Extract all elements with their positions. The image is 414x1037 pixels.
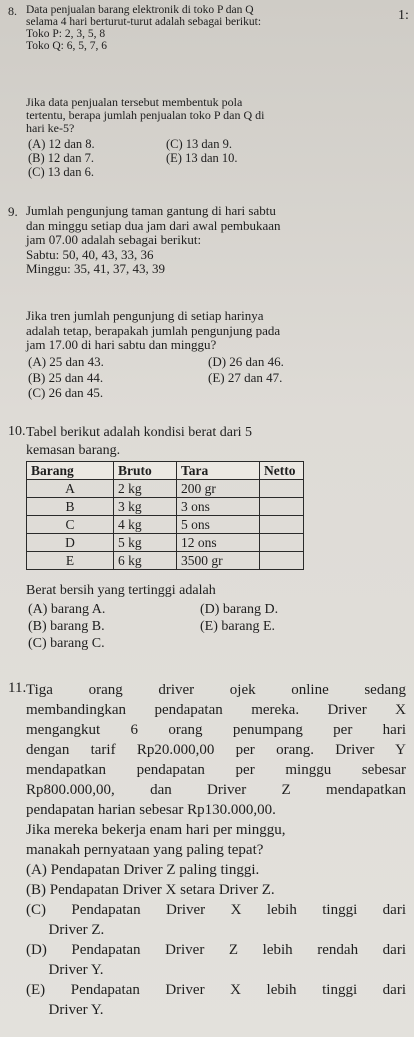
text-line: dan minggu setiap dua jam dari awal pembukaan	[26, 217, 281, 233]
text-line: membandingkan pendapatan mereka. Driver X	[26, 702, 406, 718]
table-row	[27, 534, 304, 552]
answer-option-continuation: Driver Z.	[26, 922, 105, 938]
question-text	[26, 4, 261, 52]
text-line: pendapatan harian sebesar Rp130.000,00.	[26, 802, 276, 818]
text-line: Jika data penjualan tersebut membentuk pola	[26, 95, 243, 109]
text-line: Rp800.000,00, dan Driver Z mendapatkan	[26, 782, 406, 798]
text-line: jam 07.00 adalah sebagai berikut:	[26, 232, 202, 248]
column-header: Barang	[27, 462, 114, 480]
table-cell: A	[27, 480, 114, 498]
text-line: Jumlah pengunjung taman gantung di hari sabtu	[26, 203, 276, 218]
answer-option[interactable]: (B) 12 dan 7.	[28, 151, 94, 165]
answer-option[interactable]: (C) 13 dan 9.	[166, 137, 232, 151]
question-number: 8.	[8, 4, 17, 18]
table-row	[27, 480, 304, 498]
table-cell: E	[27, 552, 114, 570]
answer-option[interactable]: (E) 13 dan 10.	[166, 151, 238, 165]
table-cell: 3500 gr	[177, 552, 260, 570]
text-line: Jika mereka bekerja enam hari per minggu,	[26, 822, 286, 838]
table-cell: 200 gr	[177, 480, 260, 498]
table-cell	[260, 534, 304, 552]
answer-option[interactable]: (C) 13 dan 6.	[28, 165, 94, 179]
text-line: Sabtu: 50, 40, 43, 33, 36	[26, 246, 154, 262]
table-cell	[260, 552, 304, 570]
answer-option[interactable]: (E) Pendapatan Driver X lebih tinggi dari	[26, 982, 406, 998]
text-line: selama 4 hari berturut-turut adalah sebagai berikut:	[26, 16, 262, 28]
page-corner-mark: 1:	[398, 8, 409, 23]
table-row	[27, 516, 304, 534]
text-line: adalah tetap, berapakah jumlah pengunjung pada	[26, 322, 281, 338]
table-header-row	[27, 462, 304, 480]
table-row	[27, 498, 304, 516]
table-row	[27, 552, 304, 570]
question-text	[26, 680, 406, 1020]
text-line: Toko P: 2, 3, 5, 8	[26, 28, 106, 40]
table-cell	[260, 516, 304, 534]
table-cell: 3 ons	[177, 498, 260, 516]
text-line: tertentu, berapa jumlah penjualan toko P dan Q di	[26, 108, 265, 122]
column-header: Netto	[260, 462, 304, 480]
text-line: Toko Q: 6, 5, 7, 6	[26, 40, 107, 52]
text-line: Minggu: 35, 41, 37, 43, 39	[26, 261, 166, 277]
table-cell: 5 kg	[114, 534, 177, 552]
question-text	[26, 424, 252, 460]
question-number: 11.	[8, 680, 27, 696]
weight-table	[26, 461, 304, 570]
answer-option[interactable]: (A) 12 dan 8.	[28, 137, 95, 151]
answer-option[interactable]: (C) 26 dan 45.	[28, 385, 104, 400]
column-header: Bruto	[114, 462, 177, 480]
table-cell: B	[27, 498, 114, 516]
answer-option-continuation: Driver Y.	[26, 962, 104, 978]
answer-option[interactable]: (A) Pendapatan Driver Z paling tinggi.	[26, 862, 260, 878]
answer-option[interactable]: (D) barang D.	[200, 602, 279, 617]
table-cell: 6 kg	[114, 552, 177, 570]
text-line: mendapatkan pendapatan per minggu sebesar	[26, 762, 406, 778]
text-line: kemasan barang.	[26, 443, 121, 458]
question-prompt	[26, 309, 280, 353]
table-cell: 12 ons	[177, 534, 260, 552]
table-cell: C	[27, 516, 114, 534]
question-prompt	[26, 96, 265, 135]
question-prompt: Berat bersih yang tertinggi adalah	[26, 583, 216, 598]
text-line: Data penjualan barang elektronik di toko P dan Q	[26, 4, 254, 16]
answer-option-continuation: Driver Y.	[26, 1002, 104, 1018]
text-line: Tiga orang driver ojek online sedang	[26, 682, 406, 698]
text-line: manakah pernyataan yang paling tepat?	[26, 842, 264, 858]
table-cell	[260, 480, 304, 498]
question-text	[26, 204, 281, 277]
question-number: 10.	[8, 424, 26, 439]
text-line: hari ke-5?	[26, 121, 75, 135]
table-cell	[260, 498, 304, 516]
table-cell: 5 ons	[177, 516, 260, 534]
table-cell: 4 kg	[114, 516, 177, 534]
table-cell: 3 kg	[114, 498, 177, 516]
answer-option[interactable]: (E) 27 dan 47.	[208, 369, 283, 385]
text-line: Jika tren jumlah pengunjung di setiap harinya	[26, 308, 264, 323]
answer-option[interactable]: (D) Pendapatan Driver Z lebih rendah dari	[26, 942, 406, 958]
answer-option[interactable]: (B) Pendapatan Driver X setara Driver Z.	[26, 882, 275, 898]
answer-option[interactable]: (C) barang C.	[28, 636, 105, 651]
text-line: mengangkut 6 orang penumpang per hari	[26, 722, 406, 738]
answer-option[interactable]: (B) barang B.	[28, 619, 105, 634]
text-line: dengan tarif Rp20.000,00 per orang. Driver Y	[26, 742, 406, 758]
table-cell: 2 kg	[114, 480, 177, 498]
text-line: Tabel berikut adalah kondisi berat dari 5	[26, 425, 253, 440]
answer-option[interactable]: (A) 25 dan 43.	[28, 354, 104, 369]
answer-option[interactable]: (B) 25 dan 44.	[28, 369, 104, 385]
column-header: Tara	[177, 462, 260, 480]
answer-option[interactable]: (C) Pendapatan Driver X lebih tinggi dari	[26, 902, 406, 918]
answer-option[interactable]: (D) 26 dan 46.	[208, 354, 284, 369]
answer-option[interactable]: (E) barang E.	[200, 619, 276, 634]
answer-option[interactable]: (A) barang A.	[28, 602, 106, 617]
table-cell: D	[27, 534, 114, 552]
question-number: 9.	[8, 204, 18, 219]
text-line: jam 17.00 di hari sabtu dan minggu?	[26, 337, 217, 353]
